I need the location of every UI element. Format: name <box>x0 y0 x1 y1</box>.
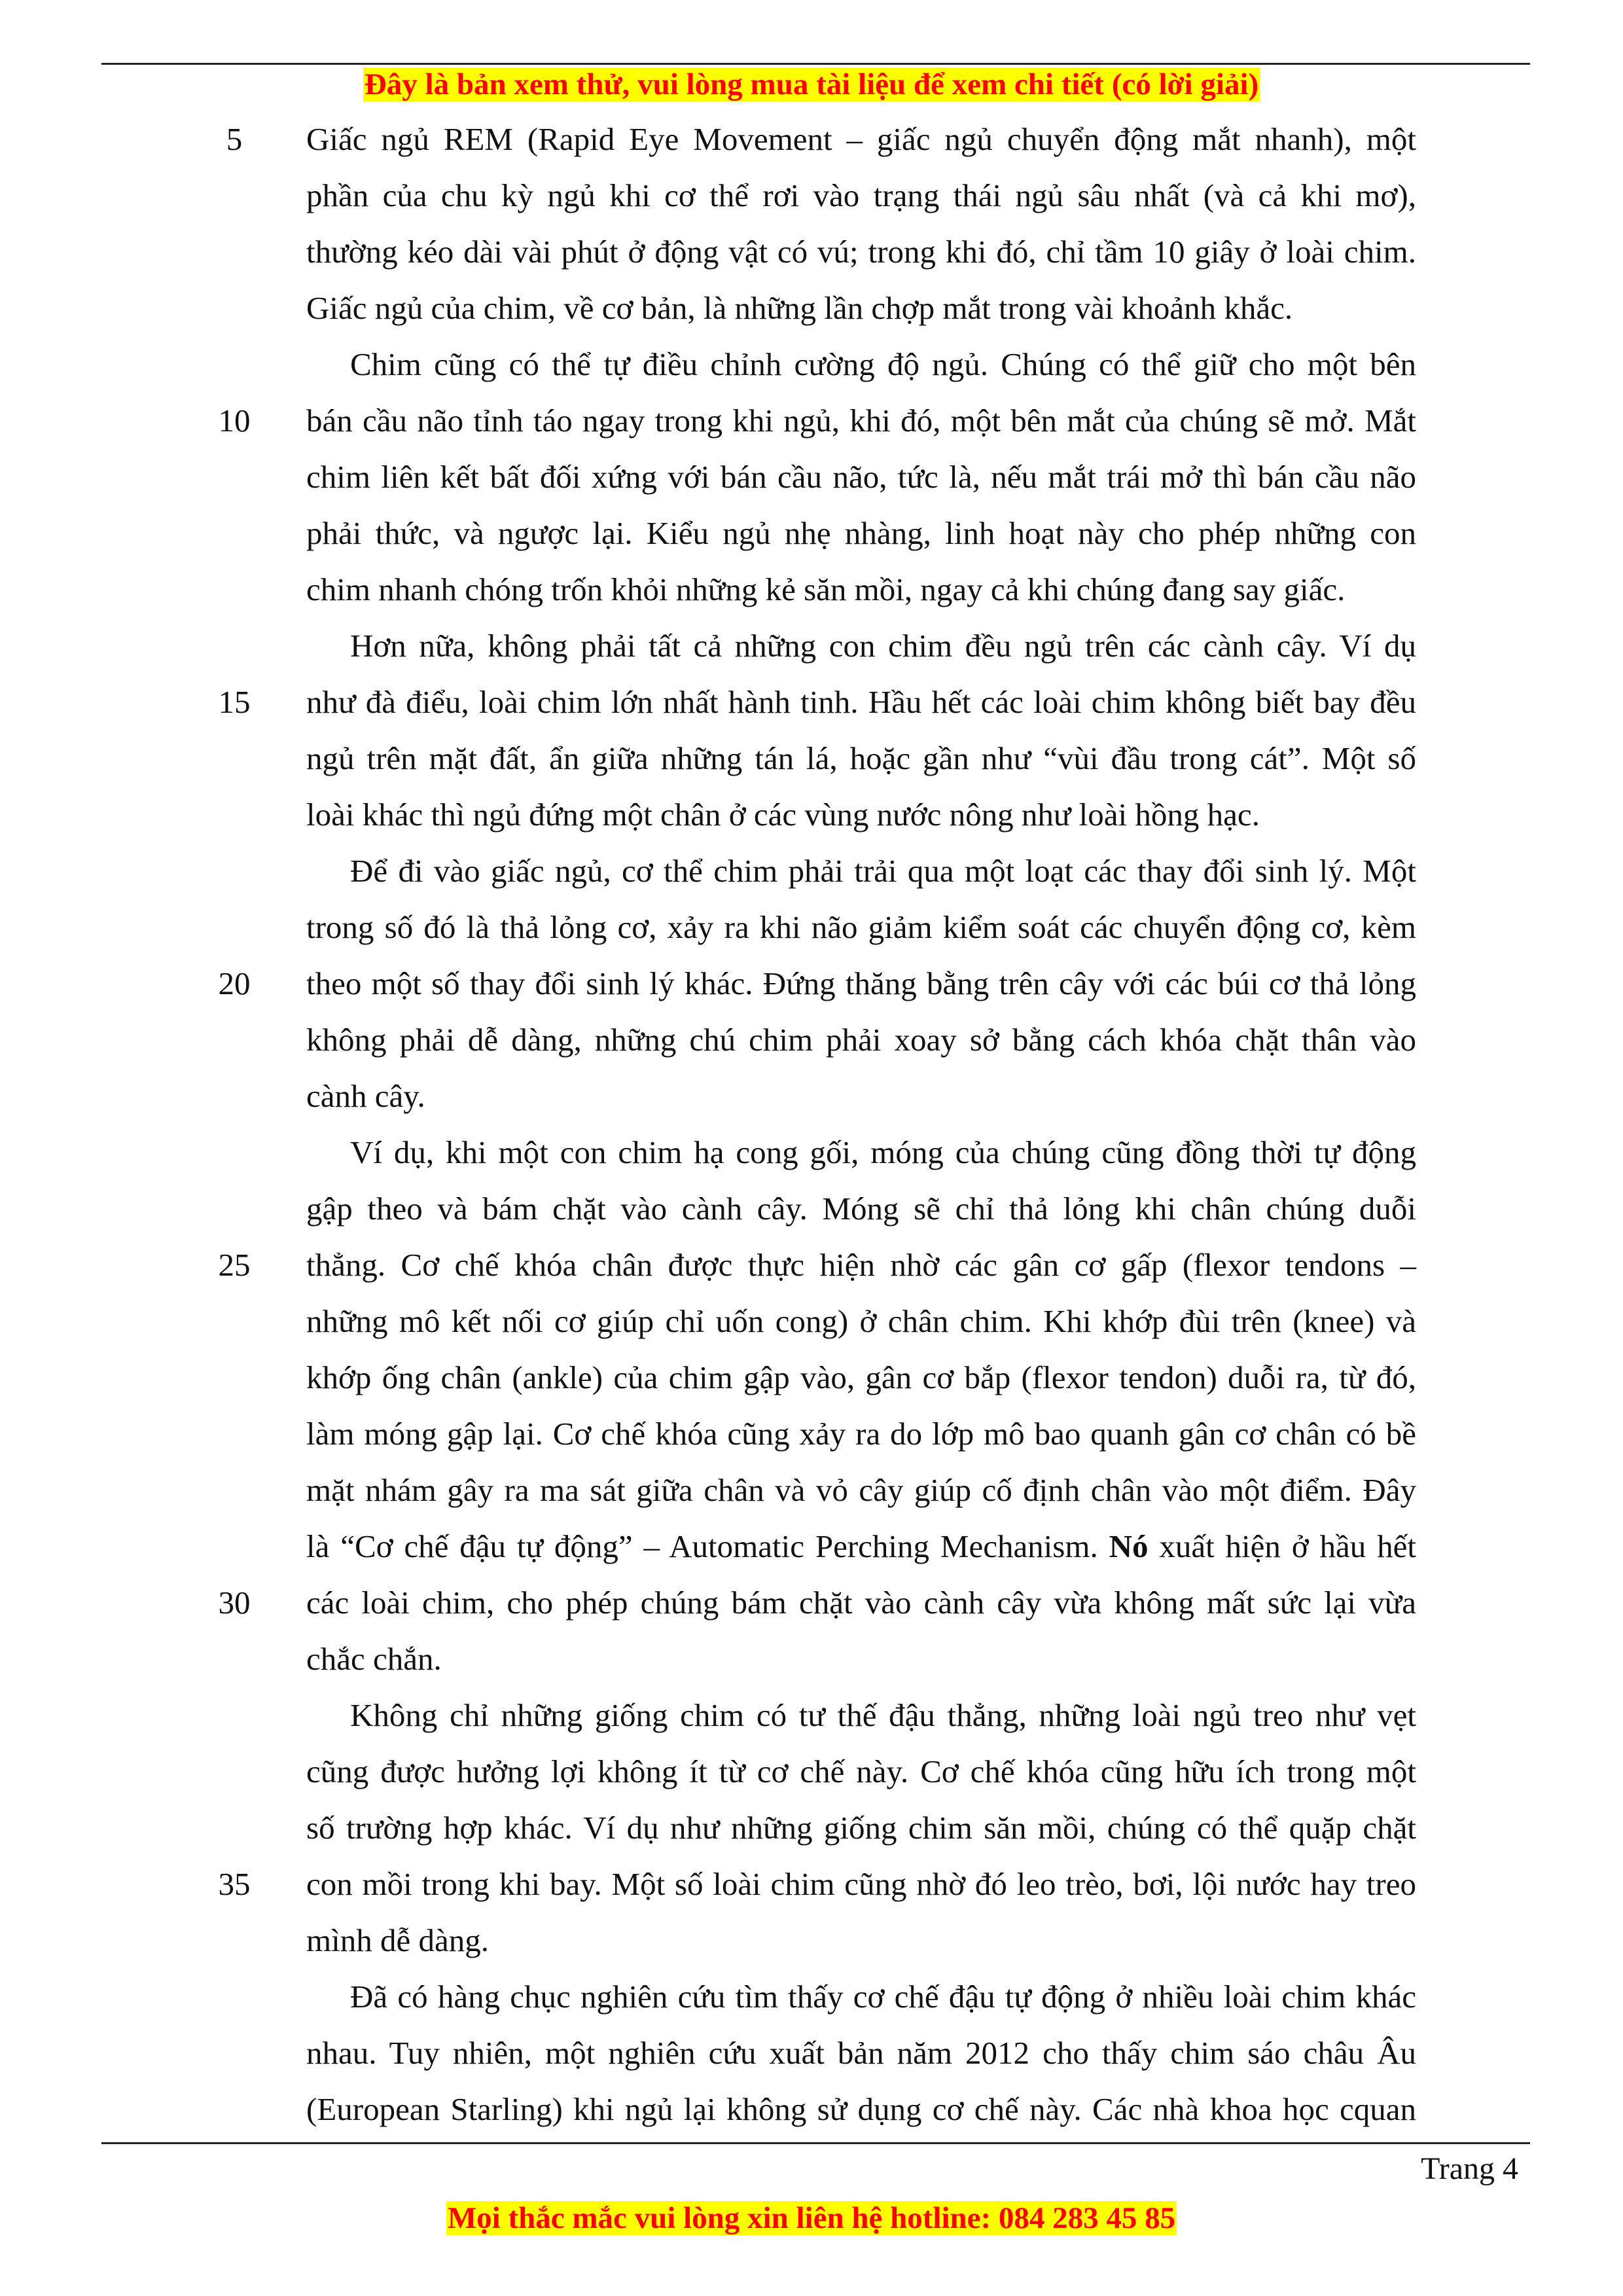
text-line: Ví dụ, khi một con chim hạ cong gối, móng của chúng cũng đồng thời tự động <box>350 1134 1416 1170</box>
line-number: 30 <box>218 1585 251 1621</box>
footer-rule <box>101 2142 1530 2144</box>
line-number: 10 <box>218 403 251 439</box>
text-line: số trường hợp khác. Ví dụ như những giống chim săn mồi, chúng có thể quặp chặt <box>306 1810 1416 1846</box>
text-line: khớp ống chân (ankle) của chim gập vào, gân cơ bắp (flexor tendon) duỗi ra, từ đó, <box>306 1359 1416 1395</box>
text-line: chim nhanh chóng trốn khỏi những kẻ săn mồi, ngay cả khi chúng đang say giấc. <box>306 571 1346 607</box>
text-fragment: xuất hiện ở hầu hết <box>1159 1528 1417 1564</box>
text-line: mặt nhám gây ra ma sát giữa chân và vỏ cây giúp cố định chân vào một điểm. Đây <box>306 1472 1416 1508</box>
text-line: Không chỉ những giống chim có tư thế đậu thẳng, những loài ngủ treo như vẹt <box>350 1697 1416 1733</box>
text-line: chim liên kết bất đối xứng với bán cầu não, tức là, nếu mắt trái mở thì bán cầu não <box>306 459 1416 495</box>
text-fragment: là “Cơ chế đậu tự động” – Automatic Perching Mechanism. <box>306 1528 1098 1564</box>
line-number: 20 <box>218 965 251 1001</box>
bold-word: Nó <box>1109 1528 1149 1564</box>
text-line: loài khác thì ngủ đứng một chân ở các vùng nước nông như loài hồng hạc. <box>306 797 1260 833</box>
text-line: trong số đó là thả lỏng cơ, xảy ra khi não giảm kiểm soát các chuyển động cơ, kèm <box>306 909 1416 945</box>
line-number: 15 <box>218 684 251 720</box>
text-line: phải thức, và ngược lại. Kiểu ngủ nhẹ nhàng, linh hoạt này cho phép những con <box>306 515 1416 551</box>
text-line: chắc chắn. <box>306 1641 442 1677</box>
line-number: 35 <box>218 1866 251 1902</box>
header-rule <box>101 63 1530 65</box>
text-line: Để đi vào giấc ngủ, cơ thể chim phải trải qua một loạt các thay đổi sinh lý. Một <box>350 853 1416 889</box>
text-line: thẳng. Cơ chế khóa chân được thực hiện nhờ các gân cơ gấp (flexor tendons – <box>306 1247 1416 1283</box>
text-line: phần của chu kỳ ngủ khi cơ thể rơi vào trạng thái ngủ sâu nhất (và cả khi mơ), <box>306 177 1416 213</box>
text-line: cũng được hưởng lợi không ít từ cơ chế này. Cơ chế khóa cũng hữu ích trong một <box>306 1753 1416 1789</box>
text-line: thường kéo dài vài phút ở động vật có vú; trong khi đó, chỉ tầm 10 giây ở loài chim. <box>306 234 1416 270</box>
text-line: gập theo và bám chặt vào cành cây. Móng sẽ chỉ thả lỏng khi chân chúng duỗi <box>306 1191 1416 1227</box>
line-number: 25 <box>218 1247 251 1283</box>
text-line: bán cầu não tỉnh táo ngay trong khi ngủ, khi đó, một bên mắt của chúng sẽ mở. Mắt <box>306 403 1416 439</box>
text-line: Hơn nữa, không phải tất cả những con chim đều ngủ trên các cành cây. Ví dụ <box>350 628 1416 664</box>
line-number: 5 <box>226 121 243 157</box>
text-line <box>306 1518 1416 1575</box>
text-line: Đã có hàng chục nghiên cứu tìm thấy cơ chế đậu tự động ở nhiều loài chim khác <box>350 1979 1416 2015</box>
preview-banner: Đây là bản xem thử, vui lòng mua tài liệu để xem chi tiết (có lời giải) <box>364 67 1259 101</box>
text-line: ngủ trên mặt đất, ẩn giữa những tán lá, hoặc gần như “vùi đầu trong cát”. Một số <box>306 740 1416 776</box>
text-line: Giấc ngủ của chim, về cơ bản, là những lần chợp mắt trong vài khoảnh khắc. <box>306 290 1293 326</box>
text-line: mình dễ dàng. <box>306 1922 489 1958</box>
text-line: con mồi trong khi bay. Một số loài chim cũng nhờ đó leo trèo, bơi, lội nước hay treo <box>306 1866 1416 1902</box>
text-line: cành cây. <box>306 1078 425 1114</box>
text-line: làm móng gập lại. Cơ chế khóa cũng xảy ra do lớp mô bao quanh gân cơ chân có bề <box>306 1416 1416 1452</box>
text-line: các loài chim, cho phép chúng bám chặt vào cành cây vừa không mất sức lại vừa <box>306 1585 1416 1621</box>
page-number: Trang 4 <box>1421 2151 1518 2186</box>
text-line: (European Starling) khi ngủ lại không sử dụng cơ chế này. Các nhà khoa học cquan <box>306 2091 1416 2127</box>
text-line: theo một số thay đổi sinh lý khác. Đứng thăng bằng trên cây với các búi cơ thả lỏng <box>306 965 1416 1001</box>
text-line: những mô kết nối cơ giúp chỉ uốn cong) ở chân chim. Khi khớp đùi trên (knee) và <box>306 1303 1416 1339</box>
text-line: Giấc ngủ REM (Rapid Eye Movement – giấc ngủ chuyển động mắt nhanh), một <box>306 121 1416 157</box>
hotline-banner: Mọi thắc mắc vui lòng xin liên hệ hotline: 084 283 45 85 <box>447 2201 1176 2235</box>
text-line: như đà điểu, loài chim lớn nhất hành tinh. Hầu hết các loài chim không biết bay đều <box>306 684 1416 720</box>
text-line: Chim cũng có thể tự điều chỉnh cường độ ngủ. Chúng có thể giữ cho một bên <box>350 346 1416 382</box>
text-line: không phải dễ dàng, những chú chim phải xoay sở bằng cách khóa chặt thân vào <box>306 1022 1416 1058</box>
text-line: nhau. Tuy nhiên, một nghiên cứu xuất bản năm 2012 cho thấy chim sáo châu Âu <box>306 2035 1416 2071</box>
